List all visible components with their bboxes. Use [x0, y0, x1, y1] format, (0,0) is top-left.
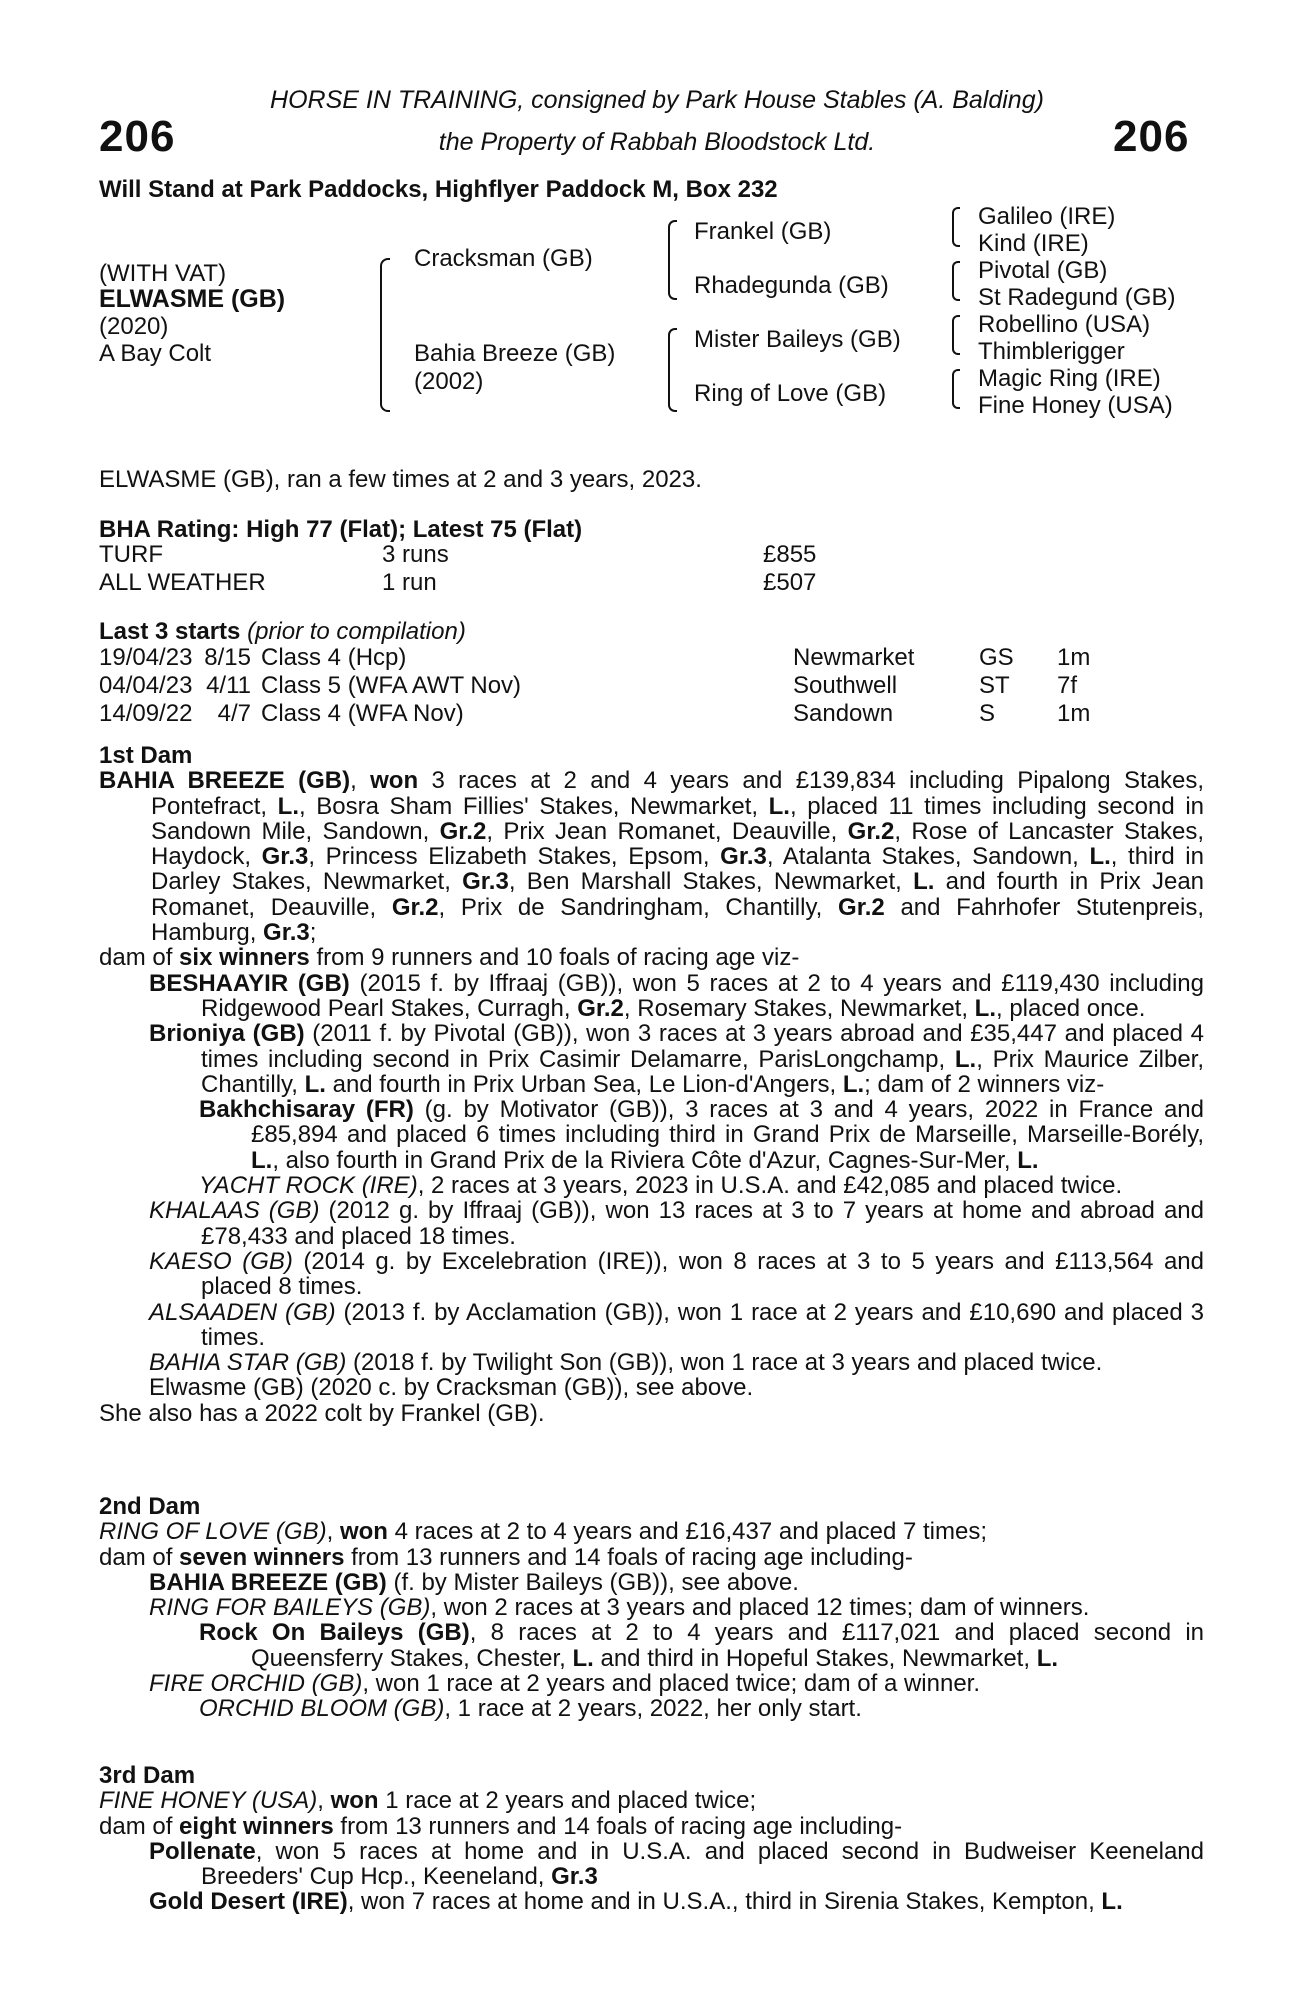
group-mark: Gr.2 [847, 817, 895, 845]
text: and fourth in Prix Urban Sea, Le Lion-d'Angers, [325, 1070, 843, 1098]
produce-bahia-breeze [99, 1570, 1204, 1595]
group-mark: Gr.2 [439, 817, 487, 845]
last-starts-table [99, 644, 1090, 728]
record-text: , Prix Jean Romanet, Deauville, [486, 817, 848, 845]
group-mark: Gr.2 [838, 893, 885, 921]
rating-runs: 3 runs [382, 541, 449, 568]
produce-rock-on-baileys [99, 1620, 1204, 1671]
produce-ring-for-baileys [99, 1595, 1204, 1620]
produce-name: Gold Desert (IRE) [149, 1888, 348, 1916]
third-dam-name: FINE HONEY (USA) [99, 1787, 318, 1815]
text: , also fourth in Grand Prix de la Riviera Côte d'Azur, Cagnes-Sur-Mer, [272, 1146, 1018, 1174]
listed-mark: L. [1017, 1146, 1039, 1174]
start-distance: 7f [1057, 672, 1078, 699]
last-starts-title: Last 3 starts [99, 618, 241, 645]
start-going: ST [979, 672, 1010, 699]
winners-count: six winners [179, 944, 310, 972]
vat-note: (WITH VAT) [99, 260, 227, 287]
start-course: Southwell [793, 672, 898, 699]
start-race: Class 4 (WFA Nov) [261, 700, 464, 727]
text: (2014 g. by Excelebration (IRE)), won 8 races at 3 to 5 years and £113,564 and placed 8 times. [201, 1247, 1204, 1301]
listed-mark: L. [768, 792, 790, 820]
produce-name: YACHT ROCK (IRE) [199, 1172, 418, 1200]
listed-mark: L. [842, 1070, 865, 1098]
consignor-line: HORSE IN TRAINING, consigned by Park House Stables (A. Balding) [270, 86, 1044, 114]
pedigree-dam-year: (2002) [414, 368, 484, 395]
text: 1 race at 2 years and placed twice; [378, 1787, 757, 1815]
listed-mark: L. [572, 1644, 594, 1672]
produce-name: Bakhchisaray (FR) [199, 1096, 414, 1124]
lot-number-right: 206 [1113, 112, 1190, 161]
pedigree-brace-sire [668, 220, 677, 300]
lot-number-left: 206 [99, 112, 176, 161]
listed-mark: L. [251, 1146, 273, 1174]
record-text: 3 races at 2 and 4 years and £139,834 including Pipalong Stakes, Pontefract, [151, 767, 1204, 820]
listed-mark: L. [304, 1070, 326, 1098]
produce-kaeso [99, 1249, 1204, 1300]
listed-mark: L. [1036, 1644, 1059, 1672]
record-text: , Atalanta Stakes, Sandown, [766, 843, 1090, 871]
pedigree-g6: Thimblerigger [978, 338, 1125, 365]
rating-row [99, 569, 816, 597]
group-mark: Gr.3 [263, 919, 310, 947]
horse-year: (2020) [99, 313, 169, 340]
text: and third in Hopeful Stakes, Newmarket, [593, 1644, 1037, 1672]
listed-mark: L. [954, 1045, 977, 1073]
start-position: 4/7 [217, 700, 251, 727]
start-race: Class 4 (Hcp) [261, 644, 407, 671]
produce-name: Pollenate [149, 1837, 256, 1865]
text: (f. by Mister Baileys (GB)), see above. [386, 1568, 799, 1596]
group-mark: Gr.3 [462, 868, 509, 896]
group-mark: Gr.2 [577, 994, 624, 1022]
text: ; dam of 2 winners viz- [864, 1070, 1105, 1098]
last-starts-note: (prior to compilation) [247, 618, 466, 645]
second-dam-produce-summary [99, 1545, 1204, 1570]
record-text: and Fahrhofer Stutenpreis, Hamburg, [151, 893, 1204, 947]
start-distance: 1m [1057, 700, 1091, 727]
first-dam-record: BAHIA BREEZE (GB), won 3 races at 2 and 4 years and £139,834 including Pipalong Stakes, Pontefract, L., Bosra Sham Fillies' Stakes, Newmarket, L., placed 11 times including second in Sandown Mile, Sandown, Gr.2, Prix Jean Romanet, Deauville, Gr.2, Rose of Lancaster Stakes, Haydock, Gr.3, Princess Elizabeth Stakes, Epsom, Gr.3, Atalanta Stakes, Sandown, L., third in Darley Stakes, Newmarket, Gr.3, Ben Marshall Stakes, Newmarket, L. and fourth in Prix Jean Romanet, Deauville, Gr.2, Prix de Sandringham, Chantilly, Gr.2 and Fahrhofer Stutenpreis, Hamburg, Gr.3; [99, 767, 1205, 947]
pedigree-sire-dam: Rhadegunda (GB) [694, 272, 889, 299]
group-mark: Gr.3 [720, 843, 767, 871]
pedigree-g8: Fine Honey (USA) [978, 392, 1173, 419]
produce-name: ORCHID BLOOM (GB) [199, 1695, 445, 1723]
start-race: Class 5 (WFA AWT Nov) [261, 672, 522, 699]
text: , 8 races at 2 to 4 years and £117,021 and placed second in Queensferry Stakes, Chester, [251, 1619, 1205, 1672]
produce-name: BESHAAYIR (GB) [149, 969, 350, 997]
pedigree-brace-main [380, 258, 390, 412]
second-dam-record: RING OF LOVE (GB), won 4 races at 2 to 4 years and £16,437 and placed 7 times; [99, 1518, 987, 1546]
text: from 13 runners and 14 foals of racing age including- [333, 1812, 903, 1840]
record-text: , Prix de Sandringham, Chantilly, [438, 893, 839, 921]
start-course: Sandown [793, 700, 894, 727]
start-date: 04/04/23 [99, 672, 193, 699]
third-dam-record: FINE HONEY (USA), won 1 race at 2 years and placed twice; [99, 1787, 757, 1815]
record-text: , Princess Elizabeth Stakes, Epsom, [308, 843, 721, 871]
produce-alsaaden [99, 1300, 1204, 1351]
winners-count: seven winners [179, 1543, 345, 1571]
rating-row [99, 541, 816, 569]
group-mark: Gr.3 [551, 1863, 598, 1891]
race-summary: ELWASME (GB), ran a few times at 2 and 3 years, 2023. [99, 466, 702, 493]
pedigree-sire-sire: Frankel (GB) [694, 218, 832, 245]
produce-gold-desert [99, 1889, 1204, 1914]
pedigree-dam: Bahia Breeze (GB) [414, 340, 616, 367]
rating-table [99, 541, 816, 597]
first-dam-section [99, 743, 1204, 1426]
rating-surface: ALL WEATHER [99, 569, 266, 596]
listed-mark: L. [913, 868, 935, 896]
produce-bakhchisaray [99, 1097, 1204, 1173]
produce-name: KHALAAS (GB) [149, 1197, 320, 1225]
produce-name: Brioniya (GB) [149, 1020, 305, 1048]
text: 4 races at 2 to 4 years and £16,437 and placed 7 times; [387, 1518, 987, 1546]
second-dam-title: 2nd Dam [99, 1493, 201, 1520]
rating-earnings: £855 [763, 541, 817, 568]
produce-khalaas [99, 1198, 1204, 1249]
bha-rating-title: BHA Rating: High 77 (Flat); Latest 75 (Flat) [99, 516, 583, 543]
winners-count: eight winners [179, 1812, 334, 1840]
text: from 13 runners and 14 foals of racing age including- [344, 1543, 913, 1571]
record-text: , placed 11 times including second in Sandown Mile, Sandown, [151, 792, 1205, 845]
pedigree-dam-sire: Mister Baileys (GB) [694, 326, 901, 353]
text: , won 1 race at 2 years and placed twice; dam of a winner. [362, 1670, 980, 1698]
pedigree-brace-dam [668, 328, 677, 412]
first-dam-title: 1st Dam [99, 742, 193, 769]
produce-name: KAESO (GB) [149, 1247, 293, 1275]
stand-location: Will Stand at Park Paddocks, Highflyer Paddock M, Box 232 [99, 176, 778, 203]
won-label: won [339, 1518, 388, 1546]
text: (2013 f. by Acclamation (GB)), won 1 race at 2 years and £10,690 and placed 3 times. [201, 1298, 1204, 1351]
produce-name: BAHIA STAR (GB) [149, 1349, 347, 1377]
pedigree-g5: Robellino (USA) [978, 311, 1151, 338]
text: , Rosemary Stakes, Newmarket, [623, 994, 975, 1022]
rating-surface: TURF [99, 541, 163, 568]
start-row [99, 644, 1090, 672]
group-mark: Gr.3 [261, 843, 309, 871]
listed-mark: L. [974, 994, 996, 1022]
record-text: , third in Darley Stakes, Newmarket, [151, 843, 1204, 896]
third-dam-section [99, 1763, 1204, 1915]
pedigree-g7: Magic Ring (IRE) [978, 365, 1161, 392]
text: dam of [99, 944, 180, 972]
rating-runs: 1 run [382, 569, 437, 596]
produce-name: BAHIA BREEZE (GB) [149, 1568, 387, 1596]
group-mark: Gr.2 [391, 893, 439, 921]
pedigree-sire: Cracksman (GB) [414, 245, 593, 272]
text: , placed once. [996, 994, 1146, 1022]
start-date: 19/04/23 [99, 644, 193, 671]
listed-mark: L. [1089, 843, 1111, 871]
start-distance: 1m [1057, 644, 1091, 671]
first-dam-also: She also has a 2022 colt by Frankel (GB). [99, 1399, 545, 1427]
listed-mark: L. [1101, 1888, 1123, 1916]
start-row [99, 700, 1090, 728]
text: , won 7 races at home and in U.S.A., third in Sirenia Stakes, Kempton, [347, 1888, 1102, 1916]
produce-elwasme: Elwasme (GB) (2020 c. by Cracksman (GB)), see above. [149, 1374, 754, 1402]
produce-yacht-rock [99, 1173, 1204, 1198]
text: (2015 f. by Iffraaj (GB)), won 5 races at 2 to 4 years and £119,430 including Ridgewood Pearl Stakes, Curragh, [201, 969, 1204, 1022]
horse-name: ELWASME (GB) [99, 285, 286, 313]
text: , Prix Maurice Zilber, Chantilly, [201, 1045, 1205, 1098]
record-text: , Bosra Sham Fillies' Stakes, Newmarket, [299, 792, 769, 820]
text: from 9 runners and 10 foals of racing age viz- [309, 944, 800, 972]
listed-mark: L. [277, 792, 299, 820]
last-starts-heading [99, 618, 466, 646]
text: , 1 race at 2 years, 2022, her only start. [444, 1695, 862, 1723]
second-dam-name: RING OF LOVE (GB) [99, 1518, 327, 1546]
text: (2018 f. by Twilight Son (GB)), won 1 race at 3 years and placed twice. [346, 1349, 1103, 1377]
produce-fire-orchid [99, 1671, 1204, 1696]
text: (2012 g. by Iffraaj (GB)), won 13 races at 3 to 7 years at home and abroad and £78,433 and placed 18 times. [201, 1197, 1205, 1250]
start-date: 14/09/22 [99, 700, 193, 727]
start-position: 8/15 [204, 644, 251, 671]
pedigree-g2: Kind (IRE) [978, 230, 1089, 257]
produce-name: FIRE ORCHID (GB) [149, 1670, 363, 1698]
start-position: 4/11 [206, 672, 251, 699]
horse-description: A Bay Colt [99, 340, 212, 367]
produce-bahia-star [99, 1350, 1204, 1375]
text: (2011 f. by Pivotal (GB)), won 3 races at 3 years abroad and £35,447 and placed 4 times including second in Prix Casimir Delamarre, ParisLongchamp, [201, 1020, 1204, 1073]
pedigree-g1: Galileo (IRE) [978, 203, 1116, 230]
first-dam-produce-summary [99, 945, 1204, 970]
produce-brioniya [99, 1021, 1204, 1097]
pedigree-brace-g3b [952, 261, 960, 301]
produce-name: RING FOR BAILEYS (GB) [149, 1594, 431, 1622]
produce-beshaayir [99, 971, 1204, 1022]
pedigree-dam-dam: Ring of Love (GB) [694, 380, 887, 407]
start-course: Newmarket [793, 644, 915, 671]
pedigree-g3: Pivotal (GB) [978, 257, 1108, 284]
text: , 2 races at 3 years, 2023 in U.S.A. and £42,085 and placed twice. [417, 1172, 1123, 1200]
property-line: the Property of Rabbah Bloodstock Ltd. [438, 128, 876, 156]
third-dam-title: 3rd Dam [99, 1762, 196, 1789]
won-label: won [330, 1787, 379, 1815]
text: (g. by Motivator (GB)), 3 races at 3 and 4 years, 2022 in France and £85,894 and placed 6 times including third in Grand Prix de Marseille, Marseille-Borély, [251, 1096, 1204, 1149]
produce-name: Rock On Baileys (GB) [199, 1619, 470, 1647]
record-text: , Rose of Lancaster Stakes, Haydock, [151, 817, 1204, 871]
produce-orchid-bloom [99, 1696, 1204, 1721]
pedigree-brace-g3a [952, 207, 960, 247]
rating-earnings: £507 [763, 569, 817, 596]
start-going: GS [979, 644, 1014, 671]
pedigree-brace-g3d [952, 369, 960, 409]
start-row [99, 672, 1090, 700]
record-text: , Ben Marshall Stakes, Newmarket, [508, 868, 914, 896]
pedigree-brace-g3c [952, 315, 960, 355]
produce-name: ALSAADEN (GB) [149, 1298, 336, 1326]
produce-pollenate [99, 1839, 1204, 1890]
third-dam-produce-summary [99, 1814, 1204, 1839]
text: , won 2 races at 3 years and placed 12 times; dam of winners. [430, 1594, 1090, 1622]
first-dam-name: BAHIA BREEZE (GB) [99, 767, 351, 795]
first-dam-won: won [370, 767, 419, 795]
text: , won 5 races at home and in U.S.A. and placed second in Budweiser Keeneland Breeders' Cup Hcp., Keeneland, [201, 1837, 1204, 1891]
text: dam of [99, 1543, 180, 1571]
pedigree-g4: St Radegund (GB) [978, 284, 1176, 311]
text: dam of [99, 1812, 180, 1840]
record-text: and fourth in Prix Jean Romanet, Deauville, [151, 868, 1205, 921]
second-dam-section [99, 1494, 1204, 1722]
start-going: S [979, 700, 996, 727]
